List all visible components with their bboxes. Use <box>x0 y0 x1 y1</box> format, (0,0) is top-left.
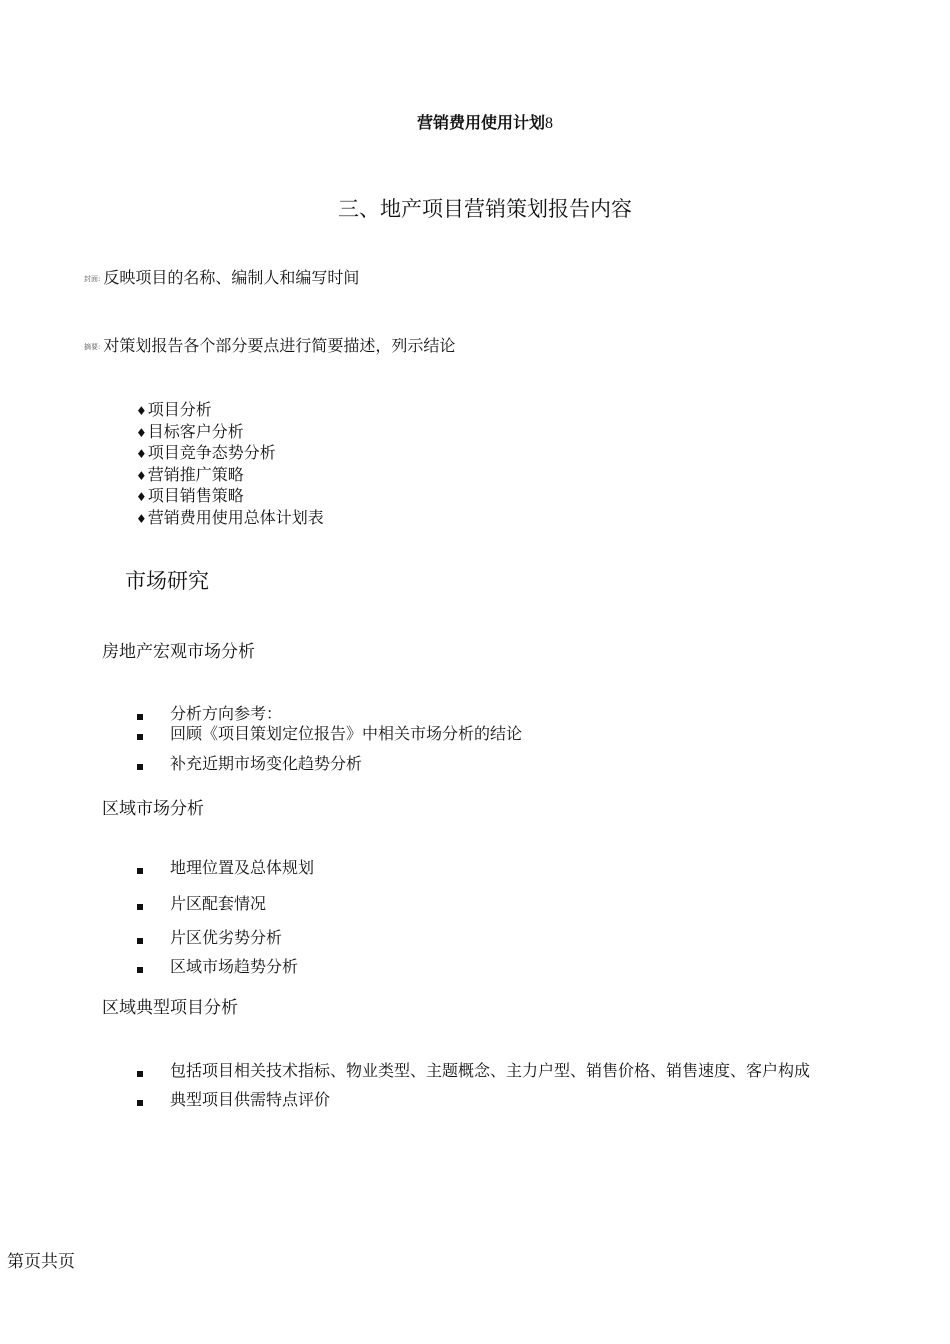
document-title-number: 8 <box>545 115 553 132</box>
regional-market-heading: 区域市场分析 <box>102 799 204 819</box>
square-bullet-icon <box>137 904 143 910</box>
cover-line <box>84 265 359 288</box>
list-item: 地理位置及总体规划 <box>137 855 314 878</box>
page-footer: 第页共页 <box>7 1252 75 1272</box>
square-bullet-icon <box>137 1071 143 1077</box>
list-item: 区域市场趋势分析 <box>137 954 298 977</box>
diamond-bullet-icon: ♦ <box>136 425 147 440</box>
market-research-heading: 市场研究 <box>125 569 209 593</box>
square-bullet-icon <box>137 734 143 740</box>
list-item: 分析方向参考： <box>137 701 282 724</box>
list-item: 回顾《项目策划定位报告》中相关市场分析的结论 <box>137 721 522 744</box>
list-item: 包括项目相关技术指标、物业类型、主题概念、主力户型、销售价格、销售速度、客户构成 <box>137 1058 810 1081</box>
diamond-bullet-icon: ♦ <box>136 404 147 418</box>
square-bullet-icon <box>137 764 143 770</box>
list-item: ♦项目竞争态势分析 <box>136 443 276 463</box>
list-item: ♦营销费用使用总体计划表 <box>136 507 324 527</box>
square-bullet-icon <box>137 714 143 720</box>
typical-project-heading: 区域典型项目分析 <box>102 998 238 1018</box>
summary-line <box>84 333 455 356</box>
summary-text: 对策划报告各个部分要点进行简要描述，列示结论 <box>103 336 456 355</box>
summary-label: 摘要: <box>84 342 101 351</box>
list-item: ♦营销推广策略 <box>136 464 244 484</box>
macro-market-heading: 房地产宏观市场分析 <box>102 642 255 662</box>
list-item: ♦目标客户分析 <box>136 421 244 441</box>
document-title <box>0 110 950 133</box>
report-contents-list <box>136 400 324 530</box>
document-title-text: 营销费用使用计划 <box>416 113 545 132</box>
list-item: 片区配套情况 <box>137 891 266 914</box>
square-bullet-icon <box>137 1100 143 1106</box>
square-bullet-icon <box>137 938 143 944</box>
list-item: ♦项目分析 <box>136 400 212 419</box>
list-item: 典型项目供需特点评价 <box>137 1087 330 1110</box>
list-item: 补充近期市场变化趋势分析 <box>137 751 362 774</box>
diamond-bullet-icon: ♦ <box>136 447 147 462</box>
cover-label: 封面: <box>84 274 101 283</box>
square-bullet-icon <box>137 868 143 874</box>
diamond-bullet-icon: ♦ <box>136 490 147 505</box>
cover-text: 反映项目的名称、编制人和编写时间 <box>103 268 360 287</box>
square-bullet-icon <box>137 967 143 973</box>
diamond-bullet-icon: ♦ <box>136 511 147 526</box>
list-item: 片区优劣势分析 <box>137 925 282 948</box>
section-heading: 三、地产项目营销策划报告内容 <box>338 197 632 221</box>
diamond-bullet-icon: ♦ <box>136 468 147 483</box>
list-item: ♦项目销售策略 <box>136 486 244 506</box>
